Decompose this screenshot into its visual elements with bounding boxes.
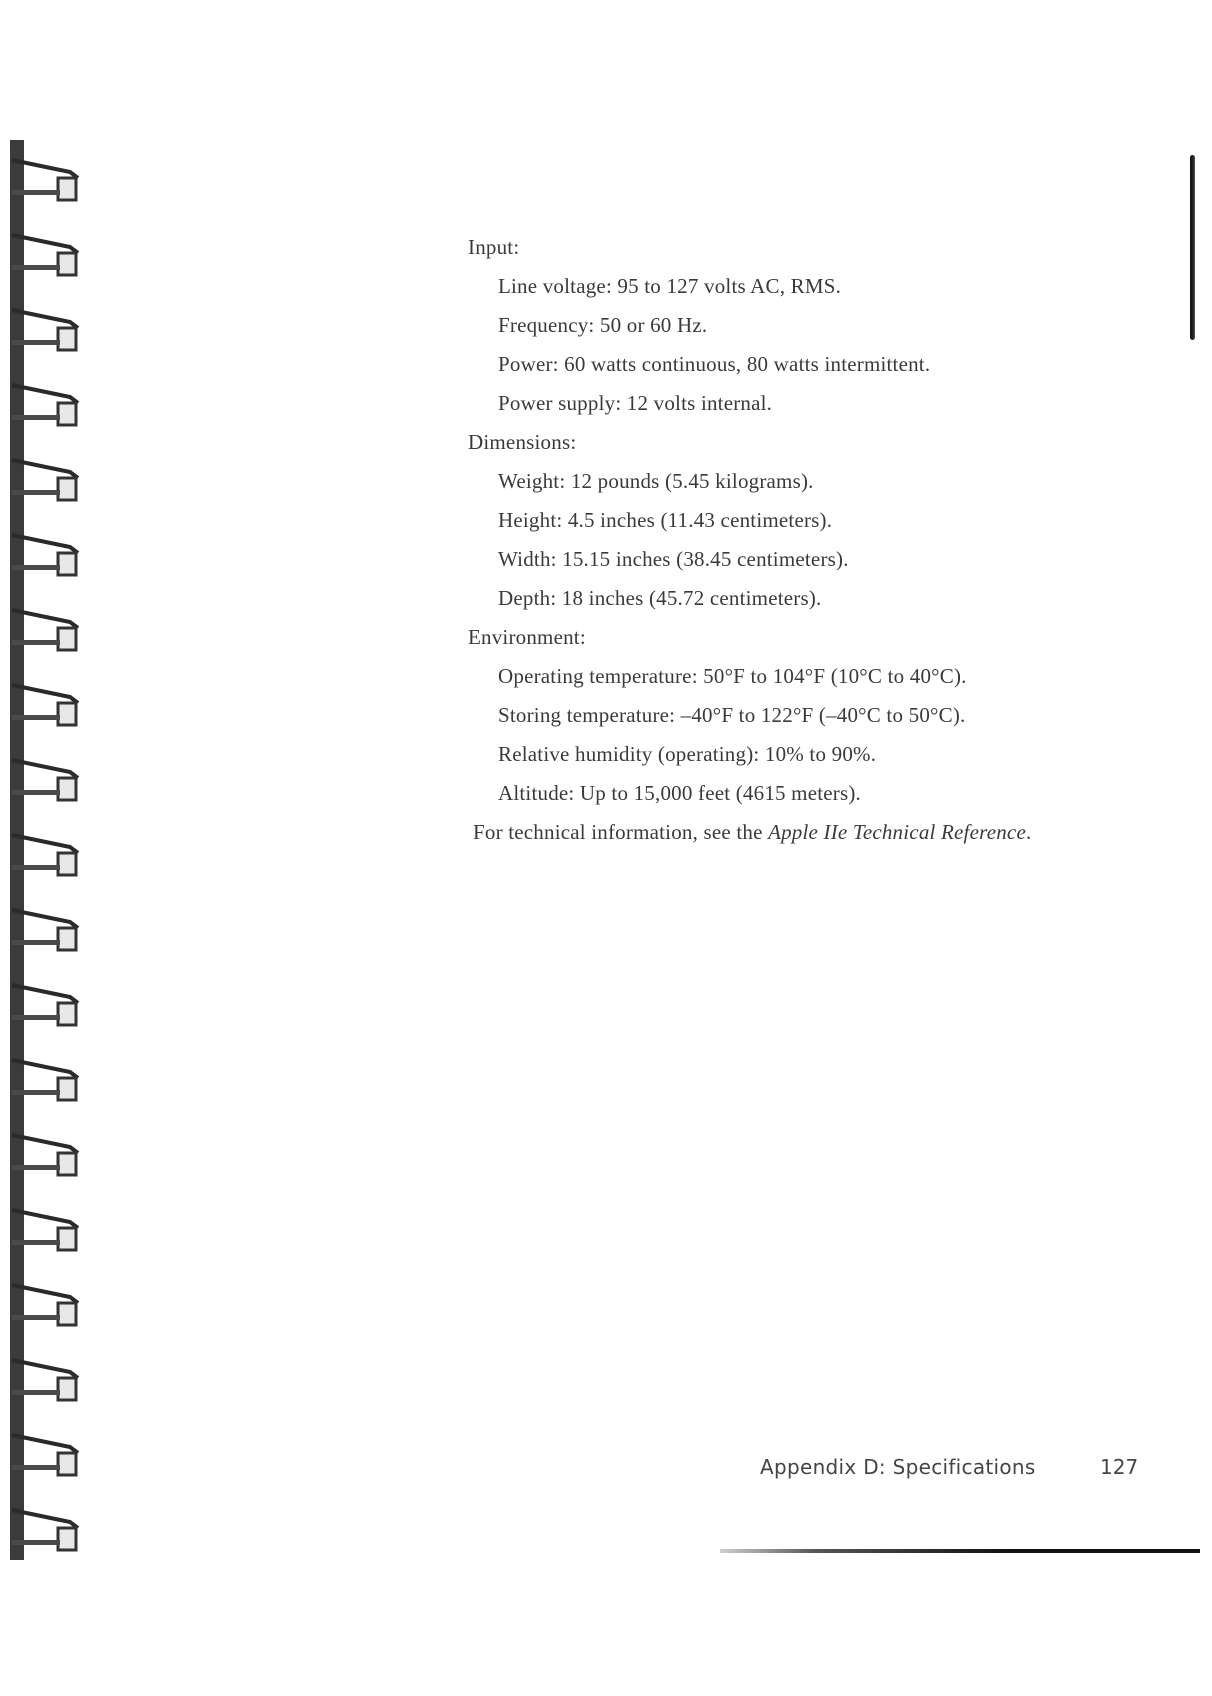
spec-storing-temperature: Storing temperature: –40°F to 122°F (–40°C to 50°C). <box>498 703 966 727</box>
section-heading-environment: Environment: <box>468 625 586 649</box>
spiral-binding <box>0 140 95 1560</box>
spec-altitude: Altitude: Up to 15,000 feet (4615 meters). <box>498 781 861 805</box>
binding-spine <box>10 140 24 1560</box>
footer-rule <box>720 1549 1200 1553</box>
spec-frequency: Frequency: 50 or 60 Hz. <box>498 313 708 337</box>
specifications-content <box>468 228 1128 852</box>
spec-power: Power: 60 watts continuous, 80 watts intermittent. <box>498 352 931 376</box>
spec-height: Height: 4.5 inches (11.43 centimeters). <box>498 508 833 532</box>
spec-width: Width: 15.15 inches (38.45 centimeters). <box>498 547 849 571</box>
spec-power-supply: Power supply: 12 volts internal. <box>498 391 773 415</box>
reference-prefix: For technical information, see the <box>473 820 769 844</box>
spec-relative-humidity: Relative humidity (operating): 10% to 90%. <box>498 742 877 766</box>
footer-section-title: Appendix D: Specifications <box>760 1455 1036 1479</box>
technical-reference-note <box>473 813 1128 852</box>
spec-operating-temperature: Operating temperature: 50°F to 104°F (10°C to 40°C). <box>498 664 967 688</box>
reference-title: Apple IIe Technical Reference <box>768 820 1026 844</box>
page-edge-shadow <box>1190 155 1195 340</box>
footer-page-number: 127 <box>1100 1455 1139 1479</box>
spec-weight: Weight: 12 pounds (5.45 kilograms). <box>498 469 814 493</box>
section-heading-dimensions: Dimensions: <box>468 430 577 454</box>
spec-line-voltage: Line voltage: 95 to 127 volts AC, RMS. <box>498 274 842 298</box>
reference-suffix: . <box>1025 820 1032 844</box>
spec-depth: Depth: 18 inches (45.72 centimeters). <box>498 586 822 610</box>
section-heading-input: Input: <box>468 235 520 259</box>
